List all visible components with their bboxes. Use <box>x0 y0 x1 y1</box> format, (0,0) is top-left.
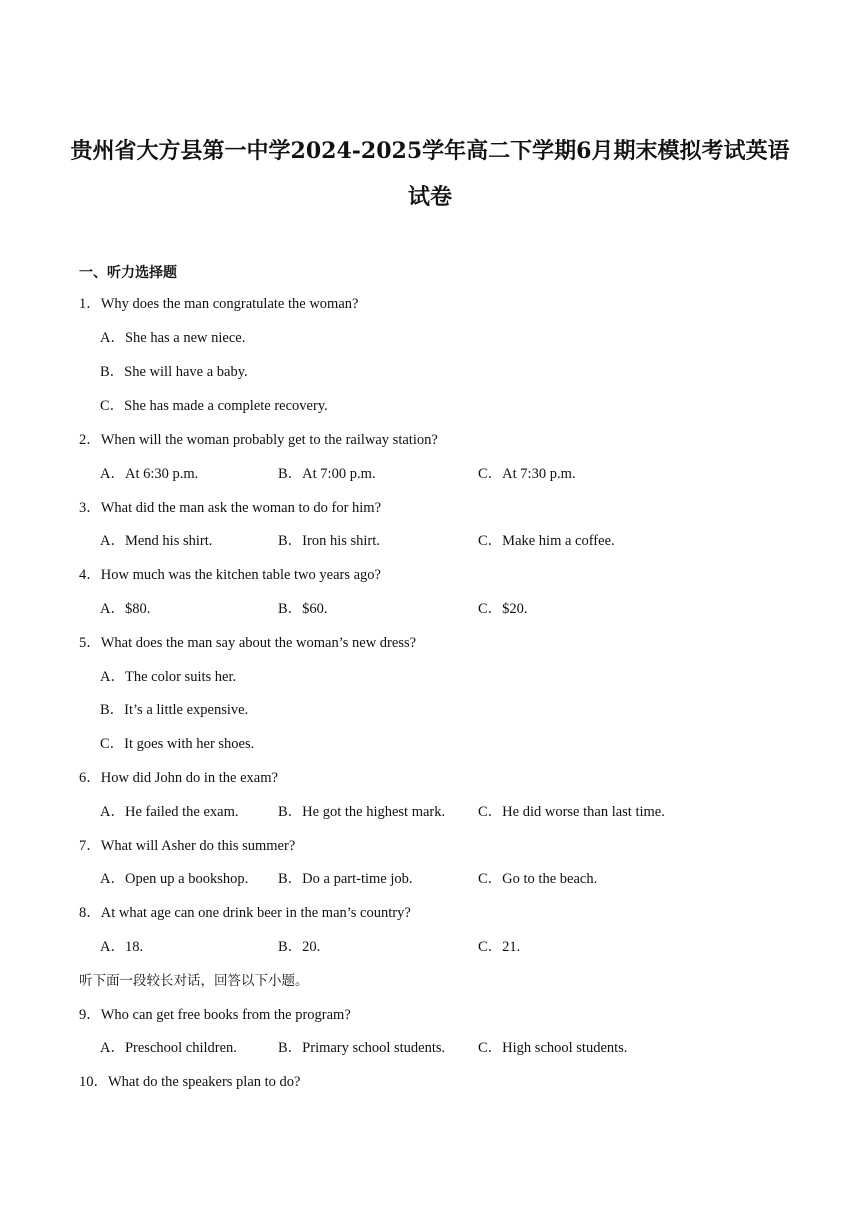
option-6b: B．He got the highest mark. <box>278 804 446 820</box>
option-4a: A．$80. <box>100 601 151 617</box>
option-5b: B．It’s a little expensive. <box>100 702 249 718</box>
option-8c: C．21. <box>478 939 521 955</box>
option-2a: A．At 6:30 p.m. <box>100 466 199 482</box>
option-4b: B．$60. <box>278 601 328 617</box>
option-8b: B．20. <box>278 939 321 955</box>
option-1c: C．She has made a complete recovery. <box>100 398 328 414</box>
question-5: 5．What does the man say about the woman’s new dress? <box>79 635 417 651</box>
option-2c: C．At 7:30 p.m. <box>478 466 576 482</box>
option-3c: C．Make him a coffee. <box>478 533 615 549</box>
exam-title: 贵州省大方县第一中学2024-2025学年高二下学期6月期末模拟考试英语试卷 <box>70 138 790 210</box>
listening-note: 听下面一段较长对话，回答以下小题。 <box>79 973 309 989</box>
question-1: 1．Why does the man congratulate the woman? <box>79 296 359 312</box>
option-3a: A．Mend his shirt. <box>100 533 213 549</box>
question-9: 9．Who can get free books from the program? <box>79 1007 351 1023</box>
option-6a: A．He failed the exam. <box>100 804 239 820</box>
option-9a: A．Preschool children. <box>100 1040 237 1056</box>
question-2: 2．When will the woman probably get to the railway station? <box>79 432 438 448</box>
section-heading: 一、听力选择题 <box>79 265 177 281</box>
option-7a: A．Open up a bookshop. <box>100 871 249 887</box>
question-7: 7．What will Asher do this summer? <box>79 838 296 854</box>
option-2b: B．At 7:00 p.m. <box>278 466 376 482</box>
option-5a: A．The color suits her. <box>100 669 237 685</box>
option-1b: B．She will have a baby. <box>100 364 248 380</box>
question-4: 4．How much was the kitchen table two years ago? <box>79 567 381 583</box>
option-3b: B．Iron his shirt. <box>278 533 380 549</box>
question-6: 6．How did John do in the exam? <box>79 770 278 786</box>
question-8: 8．At what age can one drink beer in the man’s country? <box>79 905 411 921</box>
question-3: 3．What did the man ask the woman to do for him? <box>79 500 382 516</box>
option-8a: A．18. <box>100 939 144 955</box>
option-7b: B．Do a part-time job. <box>278 871 413 887</box>
option-9b: B．Primary school students. <box>278 1040 446 1056</box>
option-1a: A．She has a new niece. <box>100 330 246 346</box>
option-6c: C．He did worse than last time. <box>478 804 665 820</box>
option-9c: C．High school students. <box>478 1040 628 1056</box>
question-10: 10．What do the speakers plan to do? <box>79 1074 301 1090</box>
option-4c: C．$20. <box>478 601 528 617</box>
option-7c: C．Go to the beach. <box>478 871 598 887</box>
option-5c: C．It goes with her shoes. <box>100 736 255 752</box>
